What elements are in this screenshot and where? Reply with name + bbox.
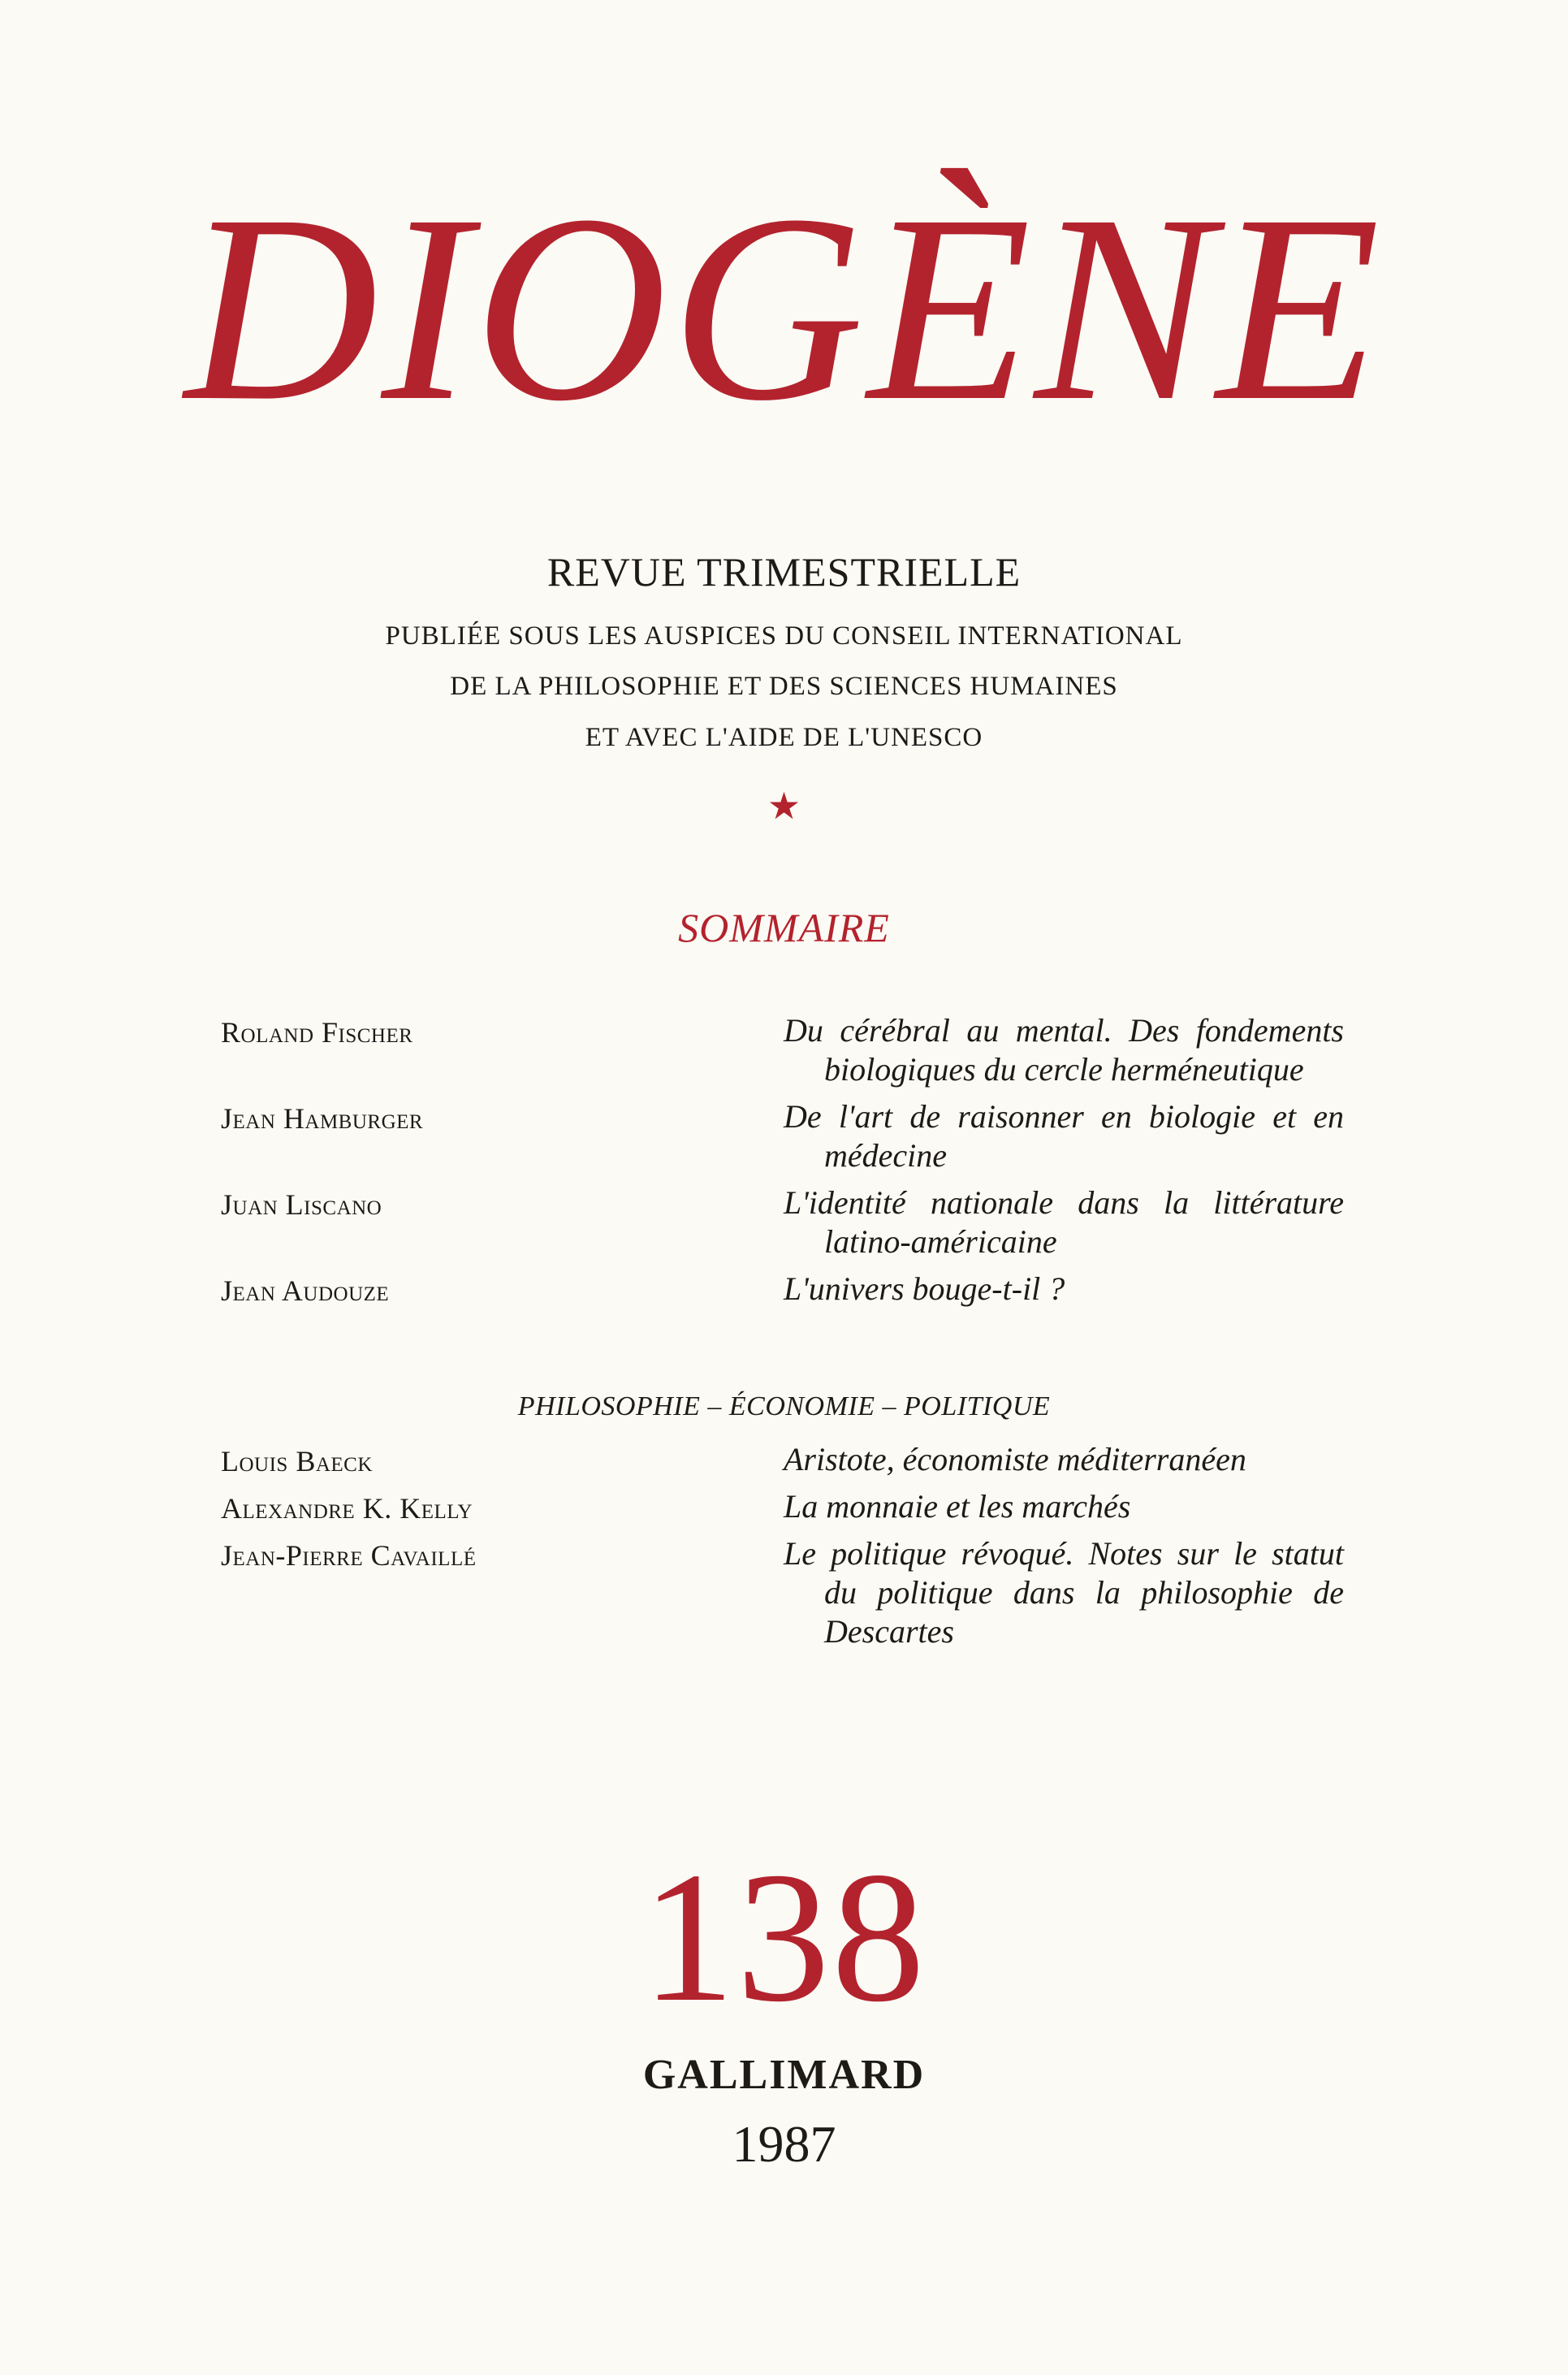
entry-title: L'identité nationale dans la littérature latino-américaine xyxy=(784,1184,1344,1260)
contents-heading: SOMMAIRE xyxy=(678,905,890,950)
entry-title: Le politique révoqué. Notes sur le statut du politique dans la philosophie de Descartes xyxy=(784,1535,1344,1650)
entry-title: L'univers bouge-t-il ? xyxy=(784,1270,1065,1307)
entry-author: Roland Fischer xyxy=(221,1016,413,1049)
entry-author: Jean Audouze xyxy=(221,1274,390,1307)
entry-author: Jean-Pierre Cavaillé xyxy=(221,1539,477,1572)
entry-title: La monnaie et les marchés xyxy=(784,1488,1131,1525)
entry-author: Jean Hamburger xyxy=(221,1102,424,1135)
publication-line: ET AVEC L'AIDE DE L'UNESCO xyxy=(585,723,983,752)
entry-author: Louis Baeck xyxy=(221,1445,373,1477)
issue-number: 138 xyxy=(641,1833,927,2040)
journal-title: DIOGÈNE xyxy=(184,160,1384,456)
publication-line: PUBLIÉE SOUS LES AUSPICES DU CONSEIL INTERNATIONAL xyxy=(385,621,1183,651)
entry-title: De l'art de raisonner en biologie et en médecine xyxy=(784,1098,1344,1174)
publication-year: 1987 xyxy=(732,2115,836,2173)
entry-author: Juan Liscano xyxy=(221,1188,382,1221)
publisher: GALLIMARD xyxy=(642,2052,926,2098)
entry-author: Alexandre K. Kelly xyxy=(221,1492,473,1525)
journal-subtitle: REVUE TRIMESTRIELLE xyxy=(546,549,1022,595)
entry-title: Aristote, économiste méditerranéen xyxy=(784,1441,1246,1477)
star-icon: ★ xyxy=(767,785,801,827)
entry-title: Du cérébral au mental. Des fondements biologiques du cercle herméneutique xyxy=(784,1012,1344,1088)
publication-line: DE LA PHILOSOPHIE ET DES SCIENCES HUMAINES xyxy=(450,672,1118,701)
section-heading: PHILOSOPHIE – ÉCONOMIE – POLITIQUE xyxy=(517,1391,1051,1421)
